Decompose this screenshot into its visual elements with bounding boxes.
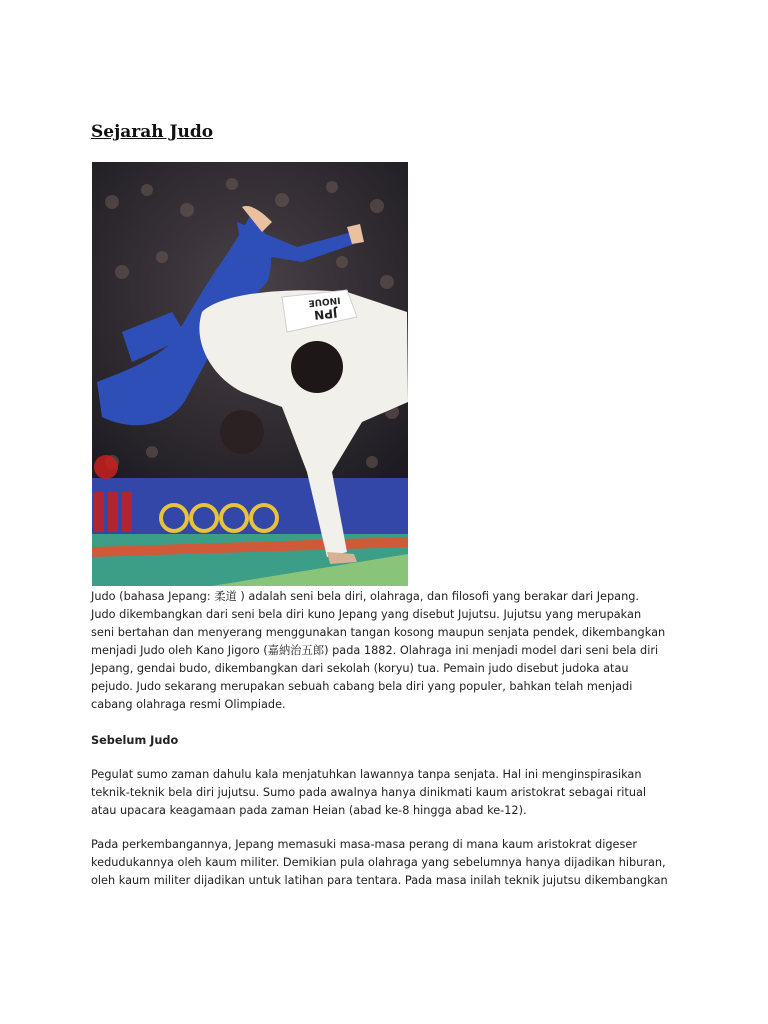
judo-photo [92, 162, 408, 586]
intro-line: cabang olahraga resmi Olimpiade. [91, 698, 286, 711]
paragraph-line: Pada perkembangannya, Jepang memasuki masa-masa perang di mana kaum aristokrat digeser [91, 838, 637, 851]
paragraph-line: atau upacara keagamaan pada zaman Heian (abad ke-8 hingga abad ke-12). [91, 804, 527, 817]
intro-paragraph [91, 588, 691, 714]
intro-line: Judo (bahasa Jepang: 柔道 ) adalah seni bela diri, olahraga, dan filosofi yang berakar dari Jepang. [91, 590, 640, 603]
jersey-name: INOUE [307, 294, 341, 308]
intro-line: seni bertahan dan menyerang menggunakan tangan kosong maupun senjata pendek, dikembangkan [91, 626, 666, 639]
section-heading: Sebelum Judo [91, 734, 179, 747]
intro-line: Judo dikembangkan dari seni bela diri kuno Jepang yang disebut Jujutsu. Jujutsu yang merupakan [91, 608, 642, 621]
paragraph-line: teknik-teknik bela diri jujutsu. Sumo pada awalnya hanya dinikmati kaum aristokrat sebagai ritual [91, 786, 647, 799]
intro-line: menjadi Judo oleh Kano Jigoro (嘉納治五郎) pada 1882. Olahraga ini menjadi model dari seni bela diri [91, 644, 659, 657]
paragraph-military [91, 836, 691, 890]
intro-line: pejudo. Judo sekarang merupakan sebuah cabang bela diri yang populer, bahkan telah menjadi [91, 680, 633, 693]
jersey-country: JPN [313, 305, 339, 323]
page-title: Sejarah Judo [91, 122, 214, 142]
paragraph-line: kedudukannya oleh kaum militer. Demikian pula olahraga yang sebelumnya hanya dijadikan hiburan, [91, 856, 666, 869]
paragraph-line: oleh kaum militer dijadikan untuk latihan para tentara. Pada masa inilah teknik jujutsu dikembangkan [91, 874, 668, 887]
intro-line: Jepang, gendai budo, dikembangkan dari sekolah (koryu) tua. Pemain judo disebut judoka atau [91, 662, 629, 675]
paragraph-line: Pegulat sumo zaman dahulu kala menjatuhkan lawannya tanpa senjata. Hal ini menginspirasikan [91, 768, 642, 781]
paragraph-sumo [91, 766, 691, 820]
